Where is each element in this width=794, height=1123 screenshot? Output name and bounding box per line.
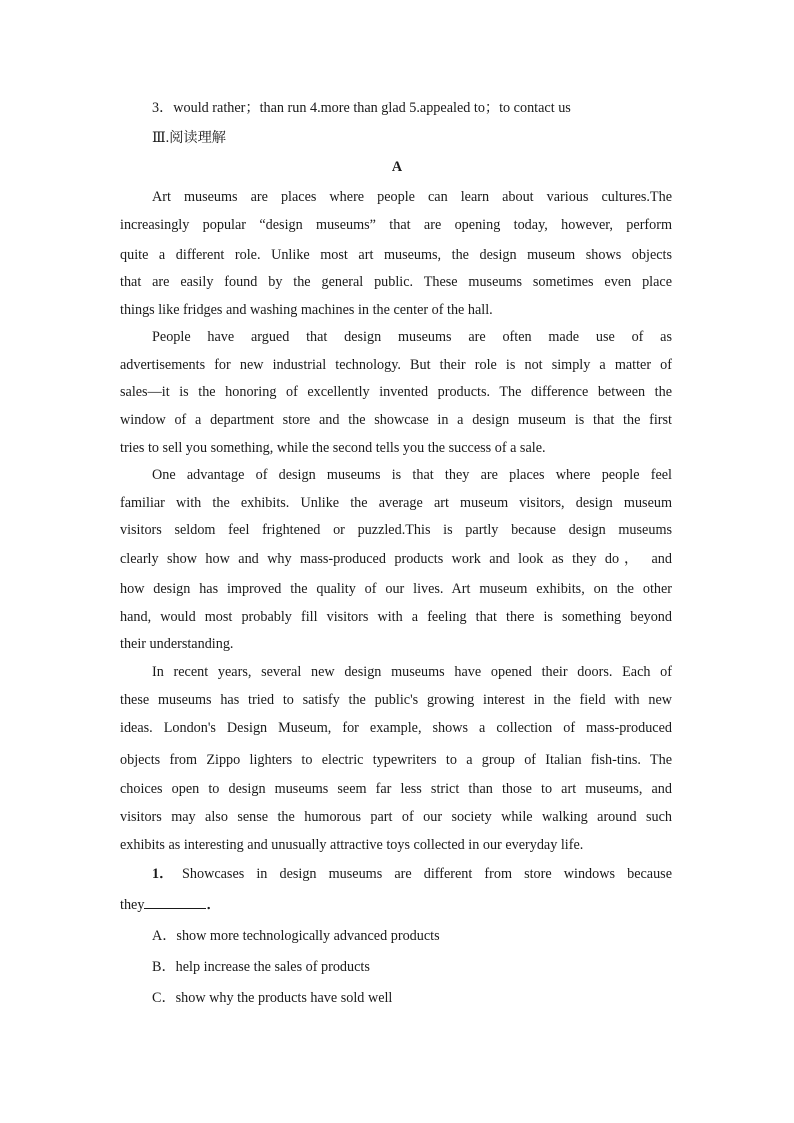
option-b: B．help increase the sales of products: [152, 959, 370, 975]
paragraph-2-line-1: People have argued that design museums are often made use of as: [152, 329, 672, 345]
question-text-line-1: Showcases in design museums are different from store windows because: [182, 866, 672, 882]
paragraph-1-line-2: increasingly popular “design museums” that are opening today, however, perform: [120, 217, 672, 233]
paragraph-4-line-5: choices open to design museums seem far less strict than those to art museums, and: [120, 781, 672, 797]
paragraph-3-line-1: One advantage of design museums is that they are places where people feel: [152, 467, 672, 483]
paragraph-2-line-2: advertisements for new industrial technology. But their role is not simply a matter of: [120, 357, 672, 373]
question-number-label: 1．: [152, 866, 174, 882]
paragraph-3-line-5: how design has improved the quality of our lives. Art museum exhibits, on the other: [120, 581, 672, 597]
paragraph-2-line-3: sales—it is the honoring of excellently invented products. The difference between the: [120, 384, 672, 400]
section-heading: Ⅲ.阅读理解: [152, 130, 226, 146]
paragraph-3-line-2: familiar with the exhibits. Unlike the average art museum visitors, design museum: [120, 495, 672, 511]
paragraph-1-line-3: quite a different role. Unlike most art museums, the design museum shows objects: [120, 247, 672, 263]
paragraph-1-line-4: that are easily found by the general public. These museums sometimes even place: [120, 274, 672, 290]
paragraph-1-line-1: Art museums are places where people can learn about various cultures.The: [152, 189, 672, 205]
option-c: C．show why the products have sold well: [152, 990, 393, 1006]
paragraph-4-line-3: ideas. London's Design Museum, for example, shows a collection of mass-produced: [120, 720, 672, 736]
paragraph-4-line-1: In recent years, several new design museums have opened their doors. Each of: [152, 664, 672, 680]
paragraph-3-line-7: their understanding.: [120, 636, 234, 652]
paragraph-3-line-4: clearly show how and why mass-produced products work and look as they do， and: [120, 551, 672, 567]
paragraph-4-line-7: exhibits as interesting and unusually attractive toys collected in our everyday life.: [120, 837, 584, 853]
paragraph-2-line-4: window of a department store and the showcase in a design museum is that the first: [120, 412, 672, 428]
question-text-line-2: [120, 896, 221, 914]
paragraph-4-line-4: objects from Zippo lighters to electric typewriters to a group of Italian fish-tins. The: [120, 752, 672, 768]
passage-label: A: [391, 159, 403, 175]
paragraph-3-line-6: hand, would most probably fill visitors with a feeling that there is something beyond: [120, 609, 672, 625]
question-text-prefix: they: [120, 897, 145, 913]
question-text-suffix: ．: [206, 897, 221, 913]
question-number: [152, 865, 173, 883]
paragraph-1-line-5: things like fridges and washing machines in the center of the hall.: [120, 302, 493, 318]
paragraph-4-line-2: these museums has tried to satisfy the public's growing interest in the field with new: [120, 692, 672, 708]
answers-line: 3．would rather；than run 4.more than glad 5.appealed to；to contact us: [152, 100, 571, 116]
paragraph-2-line-5: tries to sell you something, while the second tells you the success of a sale.: [120, 440, 546, 456]
answer-blank[interactable]: [144, 896, 206, 909]
option-a: A．show more technologically advanced products: [152, 928, 440, 944]
paragraph-4-line-6: visitors may also sense the humorous part of our society while walking around such: [120, 809, 672, 825]
paragraph-3-line-3: visitors seldom feel frightened or puzzled.This is partly because design museums: [120, 522, 672, 538]
